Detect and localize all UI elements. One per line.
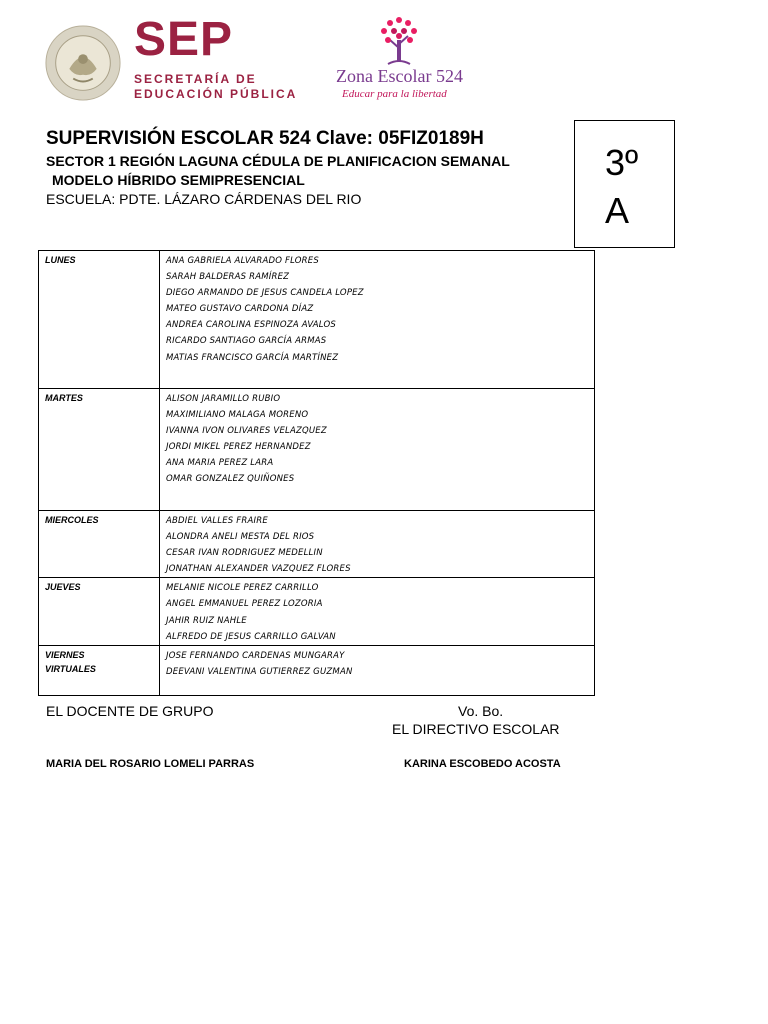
student-name: MAXIMILIANO MALAGA MORENO bbox=[166, 410, 309, 421]
day-label: VIERNES VIRTUALES bbox=[45, 649, 96, 674]
students-cell bbox=[160, 511, 595, 578]
student-name: ANA GABRIELA ALVARADO FLORES bbox=[166, 256, 319, 266]
student-name: MELANIE NICOLE PEREZ CARRILLO bbox=[166, 583, 319, 594]
student-name: JONATHAN ALEXANDER VAZQUEZ FLORES bbox=[166, 564, 351, 575]
schedule-row bbox=[39, 251, 595, 389]
student-name: JORDI MIKEL PEREZ HERNANDEZ bbox=[166, 442, 311, 453]
day-cell bbox=[39, 645, 160, 695]
student-name: CESAR IVAN RODRIGUEZ MEDELLIN bbox=[166, 548, 323, 559]
day-cell bbox=[39, 389, 160, 511]
student-name: DEEVANI VALENTINA GUTIERREZ GUZMAN bbox=[166, 666, 353, 677]
director-name: KARINA ESCOBEDO ACOSTA bbox=[404, 758, 561, 770]
day-label: LUNES bbox=[45, 255, 76, 265]
grade-number: 3º bbox=[605, 142, 639, 183]
student-name: MATEO GUSTAVO CARDONA DÍAZ bbox=[166, 304, 314, 315]
teacher-name: MARIA DEL ROSARIO LOMELI PARRAS bbox=[46, 758, 255, 770]
students-cell bbox=[160, 389, 595, 511]
student-name: IVANNA IVON OLIVARES VELAZQUEZ bbox=[166, 426, 327, 437]
zona-tree-logo bbox=[376, 14, 422, 66]
student-name: ABDIEL VALLES FRAIRE bbox=[166, 516, 268, 526]
student-name: ANDREA CAROLINA ESPINOZA AVALOS bbox=[166, 320, 336, 331]
student-name: RICARDO SANTIAGO GARCÍA ARMAS bbox=[166, 336, 327, 347]
sep-subtitle-line1: SECRETARÍA DE bbox=[134, 72, 257, 86]
teacher-label: EL DOCENTE DE GRUPO bbox=[46, 703, 214, 719]
schedule-row bbox=[39, 511, 595, 578]
vobo-label: Vo. Bo. bbox=[458, 703, 504, 719]
students-cell bbox=[160, 251, 595, 389]
student-name: DIEGO ARMANDO DE JESUS CANDELA LOPEZ bbox=[166, 288, 364, 299]
zona-escolar-title: Zona Escolar 524 bbox=[336, 66, 463, 86]
student-name: SARAH BALDERAS RAMÍREZ bbox=[166, 272, 290, 283]
day-label: MARTES bbox=[45, 393, 83, 403]
day-label: JUEVES bbox=[45, 582, 81, 593]
schedule-row bbox=[39, 389, 595, 511]
student-name: OMAR GONZALEZ QUIÑONES bbox=[166, 474, 295, 485]
director-label: EL DIRECTIVO ESCOLAR bbox=[392, 721, 560, 737]
student-name: JOSE FERNANDO CARDENAS MUNGARAY bbox=[166, 650, 345, 661]
school-name: ESCUELA: PDTE. LÁZARO CÁRDENAS DEL RIO bbox=[46, 191, 362, 207]
sep-logo-word: SEP bbox=[134, 13, 234, 66]
grade-box bbox=[574, 120, 675, 248]
grade-group: A bbox=[605, 190, 630, 231]
day-cell bbox=[39, 511, 160, 578]
national-seal-logo bbox=[44, 24, 122, 102]
sep-subtitle-line2: EDUCACIÓN PÚBLICA bbox=[134, 87, 298, 101]
day-label: MIERCOLES bbox=[45, 515, 99, 525]
model-subtitle: MODELO HÍBRIDO SEMIPRESENCIAL bbox=[52, 172, 305, 188]
student-name: ANA MARIA PEREZ LARA bbox=[166, 458, 274, 469]
student-name: MATIAS FRANCISCO GARCÍA MARTÍNEZ bbox=[166, 352, 339, 363]
students-cell bbox=[160, 645, 595, 695]
schedule-row bbox=[39, 578, 595, 645]
zona-escolar-motto: Educar para la libertad bbox=[342, 88, 447, 100]
student-name: ALISON JARAMILLO RUBIO bbox=[166, 394, 281, 404]
students-cell bbox=[160, 578, 595, 645]
student-name: JAHIR RUIZ NAHLE bbox=[166, 615, 247, 626]
student-name: ANGEL EMMANUEL PEREZ LOZORIA bbox=[166, 599, 323, 610]
schedule-row bbox=[39, 645, 595, 695]
supervision-title: SUPERVISIÓN ESCOLAR 524 Clave: 05FIZ0189H bbox=[46, 128, 484, 149]
sep-logo-subtitle bbox=[134, 72, 297, 102]
schedule-table bbox=[38, 250, 595, 696]
student-name: ALONDRA ANELI MESTA DEL RIOS bbox=[166, 532, 315, 543]
day-cell bbox=[39, 578, 160, 645]
student-name: ALFREDO DE JESUS CARRILLO GALVAN bbox=[166, 631, 336, 642]
sector-subtitle: SECTOR 1 REGIÓN LAGUNA CÉDULA DE PLANIFICACION SEMANAL bbox=[46, 153, 510, 169]
day-cell bbox=[39, 251, 160, 389]
